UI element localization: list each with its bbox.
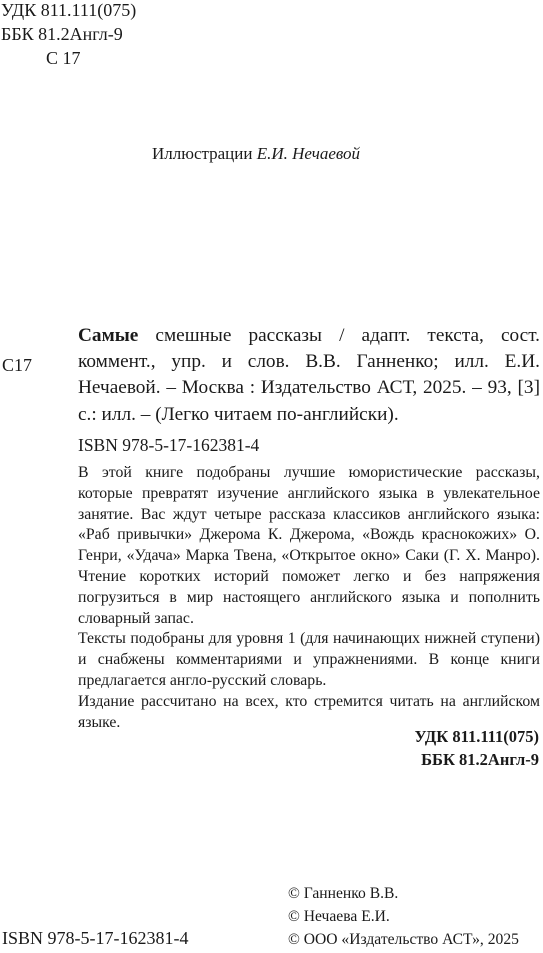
catalog-description: смешные рассказы / адапт. текста, сост. коммент., упр. и слов. В.В. Ганненко; илл. Е.И. Нечаевой. – Москва : Издательство АСТ, 2025. – 93, [3] с.: илл. – (Легко читаем по-английски). [78, 325, 540, 425]
catalog-isbn: ISBN 978-5-17-162381-4 [78, 435, 260, 455]
annotation [78, 463, 540, 733]
illustrations-credit [152, 144, 360, 164]
footer-isbn: ISBN 978-5-17-162381-4 [2, 928, 189, 948]
illustrations-prefix: Иллюстрации [152, 144, 253, 163]
annotation-paragraph: Издание рассчитано на всех, кто стремится читать на английском языке. [78, 692, 540, 731]
copyright-line: © Ганненко В.В. [288, 885, 399, 902]
annotation-paragraph: Тексты подобраны для уровня 1 (для начинающих нижней ступени) и снабжены комментариями и упражнениями. В конце книги предлагается англо-русский словарь. [78, 630, 540, 689]
annotation-paragraph: В этой книге подобраны лучшие юмористические рассказы, которые превратят изучение английского языка в увлекательное занятие. Вас ждут четыре рассказа классиков английского языка: «Раб привычки» Джерома К. Джерома, «Вождь краснокожих» О. Генри, «Удача» Марка Твена, «Открытое окно» Саки (Г. Х. Манро). Чтение коротких историй поможет легко и без напряжения погрузиться в мир настоящего английского языка и пополнить словарный запас. [78, 464, 540, 627]
copyright-line: © ООО «Издательство АСТ», 2025 [288, 931, 519, 948]
catalog-author-sign: С17 [2, 355, 33, 375]
catalog-title-bold: Самые [78, 325, 139, 346]
bbk-code-top: ББК 81.2Англ-9 [1, 24, 123, 44]
bibliographic-description [78, 323, 540, 428]
bbk-code-bottom: ББК 81.2Англ-9 [421, 750, 539, 769]
copyright-line: © Нечаева Е.И. [288, 908, 390, 925]
illustrations-artist: Е.И. Нечаевой [256, 144, 361, 163]
author-sign-top: С 17 [46, 48, 81, 68]
udk-code-top: УДК 811.111(075) [1, 0, 137, 20]
udk-code-bottom: УДК 811.111(075) [414, 727, 539, 746]
